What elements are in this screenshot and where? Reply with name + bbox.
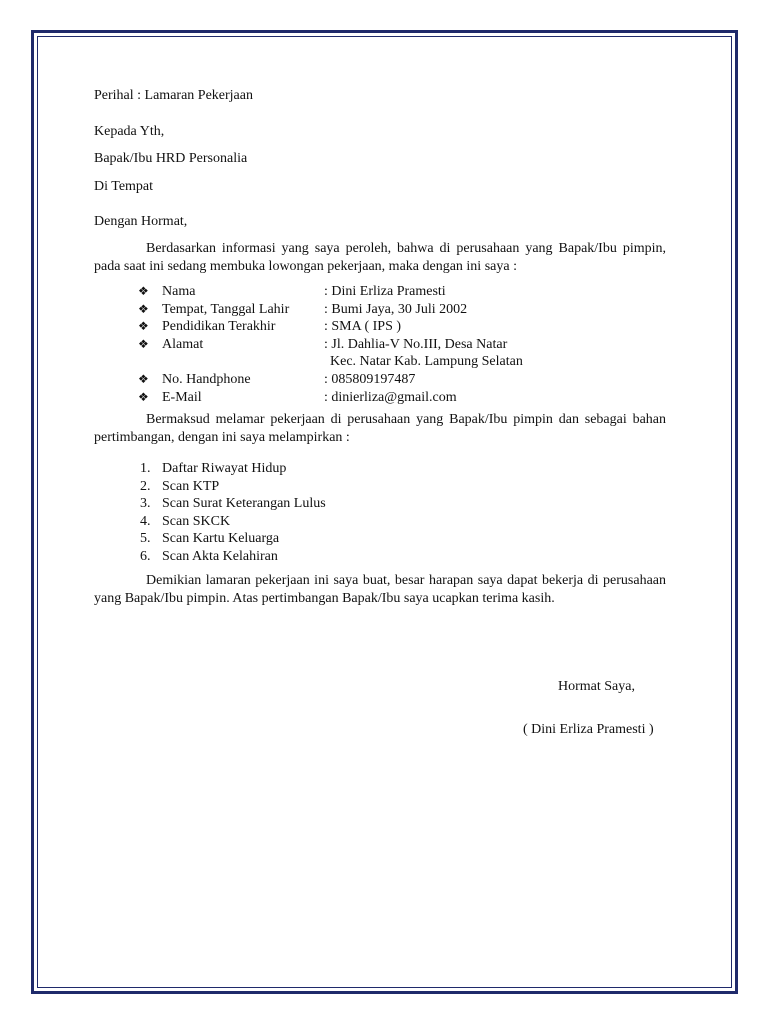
- greeting: Dengan Hormat,: [94, 214, 188, 229]
- detail-row-education: [138, 318, 658, 336]
- closing-paragraph: Demikian lamaran pekerjaan ini saya buat, besar harapan saya dapat bekerja di perusahaan yang Bapak/Ibu pimpin. Atas pertimbangan Bapak/Ibu saya ucapkan terima kasih.: [94, 573, 666, 606]
- diamond-bullet-icon: ❖: [138, 389, 149, 404]
- attachment-list: [140, 460, 540, 566]
- list-text: Scan KTP: [162, 478, 220, 494]
- detail-value: : Jl. Dahlia-V No.III, Desa Natar: [324, 336, 508, 352]
- diamond-bullet-icon: ❖: [138, 301, 149, 316]
- subject-line: Perihal : Lamaran Pekerjaan: [94, 88, 253, 103]
- list-text: Scan SKCK: [162, 513, 231, 529]
- detail-row-birth: [138, 301, 658, 319]
- detail-label: No. Handphone: [162, 371, 251, 387]
- list-number: 2.: [140, 478, 151, 494]
- recipient-line-1: Kepada Yth,: [94, 124, 165, 139]
- detail-row-address: [138, 336, 658, 354]
- detail-value: : SMA ( IPS ): [324, 319, 402, 335]
- list-text: Scan Kartu Keluarga: [162, 531, 280, 547]
- list-number: 1.: [140, 461, 151, 476]
- list-item: [140, 460, 540, 478]
- detail-label: Nama: [162, 284, 196, 299]
- diamond-bullet-icon: ❖: [138, 284, 149, 298]
- detail-value: : Dini Erliza Pramesti: [324, 284, 446, 299]
- detail-row-phone: [138, 371, 658, 389]
- list-number: 4.: [140, 513, 151, 529]
- detail-label: E-Mail: [162, 389, 202, 405]
- sign-off: Hormat Saya,: [558, 679, 635, 694]
- recipient-line-2: Bapak/Ibu HRD Personalia: [94, 151, 248, 166]
- detail-row-email: [138, 389, 658, 407]
- list-text: Scan Akta Kelahiran: [162, 548, 278, 564]
- purpose-paragraph: Bermaksud melamar pekerjaan di perusahaan yang Bapak/Ibu pimpin dan sebagai bahan pertimbangan, dengan ini saya melampirkan :: [94, 412, 666, 445]
- signature-name: ( Dini Erliza Pramesti ): [523, 722, 654, 737]
- detail-label: Tempat, Tanggal Lahir: [162, 301, 290, 317]
- list-item: [140, 548, 540, 566]
- detail-label: Alamat: [162, 336, 204, 352]
- intro-paragraph: Berdasarkan informasi yang saya peroleh, bahwa di perusahaan yang Bapak/Ibu pimpin, pada saat ini sedang membuka lowongan pekerjaan, maka dengan ini saya :: [94, 241, 666, 274]
- recipient-line-3: Di Tempat: [94, 179, 154, 194]
- detail-value: : Bumi Jaya, 30 Juli 2002: [324, 301, 468, 317]
- list-item: [140, 478, 540, 496]
- list-number: 3.: [140, 496, 151, 512]
- applicant-details: [138, 283, 658, 406]
- list-number: 6.: [140, 548, 151, 564]
- list-item: [140, 513, 540, 531]
- detail-value: : dinierliza@gmail.com: [324, 389, 457, 405]
- list-number: 5.: [140, 531, 151, 547]
- detail-value: : 085809197487: [324, 371, 416, 387]
- detail-label: Pendidikan Terakhir: [162, 319, 276, 335]
- list-item: [140, 495, 540, 513]
- detail-row-name: [138, 283, 658, 301]
- detail-value: Kec. Natar Kab. Lampung Selatan: [330, 354, 523, 370]
- list-text: Scan Surat Keterangan Lulus: [162, 496, 326, 512]
- list-item: [140, 530, 540, 548]
- diamond-bullet-icon: ❖: [138, 336, 149, 351]
- diamond-bullet-icon: ❖: [138, 319, 149, 334]
- diamond-bullet-icon: ❖: [138, 371, 149, 386]
- list-text: Daftar Riwayat Hidup: [162, 461, 287, 476]
- detail-row-address-continued: [138, 353, 658, 371]
